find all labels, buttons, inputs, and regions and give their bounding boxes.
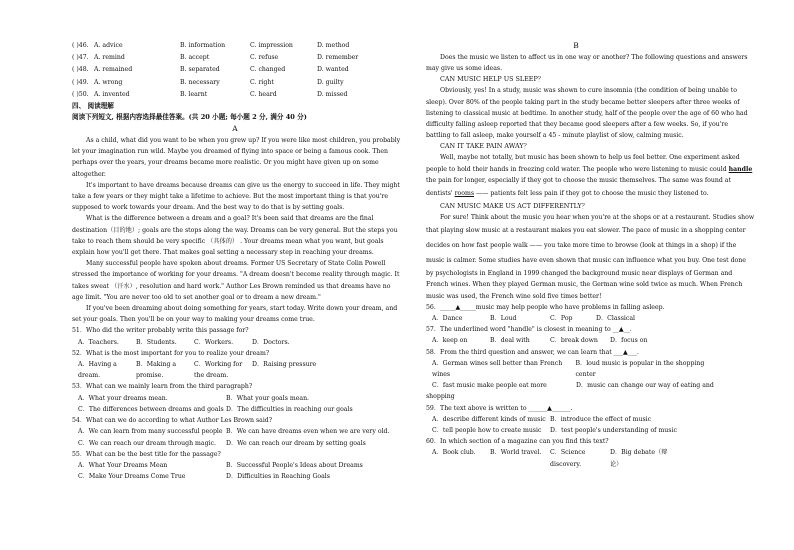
passage-a-title: A: [232, 124, 238, 134]
paragraph-line: take a few years or they might take a lifetime to achieve. But the most important thing is that you're: [72, 193, 389, 201]
paragraph-line: by psychologists in England in 1999 changed the background music near displays of German and: [426, 270, 733, 278]
questions-a: [72, 325, 398, 482]
option-c: C. changed: [250, 66, 286, 74]
option: D．Doctors.: [252, 338, 290, 346]
passage-a-body: [72, 135, 401, 325]
option: B．Making a promise.: [136, 361, 177, 380]
options-row: [72, 426, 398, 437]
question-number: ( )48.: [72, 66, 89, 74]
option-b: B. information: [180, 42, 226, 49]
passage-b-para3: [426, 212, 755, 302]
options-row: [72, 438, 398, 449]
paragraph-line: Many successful people have spoken about dreams. Former US Secretary of State Colin Powell: [86, 260, 386, 268]
option-b: B. separated: [180, 66, 220, 74]
paragraph-line: the pain for longer, especially if they got to choose the music themselves. The same was found at: [426, 176, 731, 184]
option: C．fast music make people eat more: [432, 382, 547, 390]
question-number: ( )46.: [72, 42, 89, 49]
option-b: B. necessary: [180, 78, 220, 86]
option-a: A. remained: [94, 66, 133, 74]
option-c: C. heard: [250, 90, 277, 98]
option: D．Classical: [596, 315, 636, 323]
paragraph-line: that playing slow music at a restaurant makes you eat slower. The pace of music in a shopping center: [426, 227, 746, 235]
option: A．describe different kinds of music: [432, 415, 546, 423]
paragraph-line: As a child, what did you want to be when you grew up? If you were like most children, you probably: [86, 137, 401, 145]
option: D．test people's understanding of music: [550, 427, 677, 435]
option: B．World travel.: [490, 449, 542, 457]
question-stem: 55．What can be the best title for the passage?: [72, 450, 221, 458]
option: C．Science discovery.: [550, 449, 586, 468]
underlined-word: handle: [728, 165, 753, 173]
option-row-48: [72, 64, 398, 76]
question-number: ( )47.: [72, 54, 89, 62]
paragraph-line: If you've been dreaming about doing something for years, start today. Write down your dream, and: [86, 305, 398, 313]
passage-b-intro: may give us some ideas.: [426, 65, 503, 73]
paragraph-line: stressed the importance of working for your dreams. "A dream doesn't become reality through magic. It: [72, 271, 400, 279]
option: D．We can reach our dream by setting goals: [226, 439, 366, 447]
option: B．We can have dreams even when we are very old.: [226, 428, 390, 436]
option: D．music can change our way of eating and: [576, 382, 714, 390]
question-stem: 54．What can we do according to what Author Les Brown said?: [72, 417, 273, 425]
passage-b-intro: Does the music we listen to affect us in one way or another? The following questions and answers: [440, 54, 748, 61]
text-run: —— patients felt less pain if they got to choose the music they listened to.: [474, 190, 709, 198]
option: B．What your goals mean.: [226, 394, 310, 402]
question-number: ( )50.: [72, 90, 89, 98]
option-d: D. remember: [317, 54, 359, 62]
paragraph-line: [426, 186, 726, 201]
paragraph-line: perhaps over the years, your dreams became more realistic. Or you might have given up on some: [72, 159, 379, 167]
option-c: C. refuse: [250, 54, 279, 62]
options-row: [72, 359, 398, 381]
option-row-50: [72, 89, 398, 101]
option: A．German wines sell better than French wines: [432, 359, 563, 379]
option: B．introduce the effect of music: [550, 415, 652, 423]
options-row: [72, 393, 398, 404]
question-stem: 53．What can we mainly learn from the third paragraph?: [72, 383, 253, 391]
vocab-options: [72, 40, 398, 101]
right-column: [426, 40, 755, 470]
options-row: [72, 460, 398, 471]
paragraph-line: age limit. "You are never too old to set another goal or to dream a new dream.": [72, 293, 321, 301]
paragraph-line: For sure! Think about the music you hear when you're at the shops or at a restaurant. Studies show: [440, 214, 755, 222]
option: C．Pop: [550, 315, 573, 323]
options-row: [426, 335, 726, 346]
option: D．Big debate（辩论）: [610, 449, 668, 468]
subheading-sleep: CAN MUSIC HELP US SLEEP？: [440, 75, 545, 84]
options-row: [72, 471, 398, 482]
section-instruction: 阅读下列短文, 根据内容选择最佳答案。(共 20 小题; 每小题 2 分, 满分 40 分): [72, 113, 307, 122]
subheading-act: CAN MUSIC MAKE US ACT DIFFERENTLY？: [440, 202, 589, 211]
option-b: B. learnt: [180, 90, 208, 98]
underlined-word: rooms: [454, 190, 475, 198]
option-row-49: [72, 77, 398, 89]
question-stem: 57．The underlined word "handle" is closest in meaning to __▲__．: [426, 326, 636, 334]
option: D．The difficulties in reaching our goals: [226, 405, 353, 413]
passage-b-title: B: [573, 41, 579, 50]
option: C．We can reach our dream through magic.: [78, 439, 216, 447]
option-d: D. wanted: [317, 66, 349, 74]
paragraph-line: French wines. When they played German music, the German wine sold twice as much. When French: [426, 281, 743, 289]
option: A．What your dreams mean.: [78, 394, 168, 402]
paragraph-line: sleep). Over 80% of the people taking part in the study became better sleepers after three weeks of: [426, 98, 740, 106]
option: C．The differences between dreams and goals: [78, 405, 224, 413]
paragraph-line: [426, 164, 753, 175]
question-number: ( )49.: [72, 78, 89, 86]
paragraph-line: battling to fall asleep, make yourself a 45 - minute playlist of slow, calming music.: [426, 132, 684, 140]
paragraph-line: Well, maybe not totally, but music has been shown to help us feel better. One experiment asked: [440, 154, 740, 162]
options-row: shopping: [426, 393, 455, 401]
paragraph-line: What is the difference between a dream and a goal? It's been said that dreams are the final: [86, 215, 374, 223]
options-row: [72, 337, 398, 348]
option: A．What Your Dreams Mean: [78, 461, 168, 469]
option-d: D. method: [317, 42, 350, 49]
paragraph-line: let your imagination run wild. Maybe you dreamed of flying into space or being a famous cook. Then: [72, 148, 389, 156]
option-a: A. advice: [94, 42, 123, 49]
option: C．Working for the dream.: [194, 361, 243, 380]
paragraph-line: takes sweat （汗水）, resolution and hard work." Author Les Brown reminded us that dreams have no: [72, 282, 391, 290]
option: C．Workers.: [194, 338, 234, 346]
left-column: [72, 40, 401, 482]
paragraph-line: difficulty falling asleep reported that they became good sleepers after a few weeks. So, if you're: [426, 121, 729, 129]
option-c: C. impression: [250, 42, 293, 49]
option: A．Having a dream.: [78, 361, 117, 380]
option: B．Students.: [136, 338, 177, 346]
question-stem: 59．The text above is written to ______▲______.: [426, 404, 573, 412]
option: D．Difficulties in Reaching Goals: [226, 473, 330, 481]
question-stem: 60．In which section of a magazine can you find this text?: [426, 438, 609, 446]
option-a: A. wrong: [94, 78, 123, 86]
paragraph-line: supposed to work towards your dream. And the best way to do that is by setting goals.: [72, 204, 345, 212]
paragraph-line: take to reach them should be very specific （具体的） . Your dreams mean what you want, but goals: [72, 237, 384, 245]
option-d: D. missed: [317, 90, 348, 98]
questions-b: [426, 302, 726, 470]
option-b: B. accept: [180, 54, 210, 62]
option: B．deal with: [490, 337, 530, 345]
option: A．Dance: [432, 315, 463, 323]
options-row: [426, 414, 726, 425]
option-row-46: [72, 40, 398, 52]
paragraph-line: listening to classical music at bedtime. In another study, half of the people over the age of 60 who had: [426, 109, 748, 117]
options-row: [426, 313, 726, 324]
option: B．Loud: [490, 315, 517, 323]
paragraph-line: Obviously, yes! In a study, music was shown to cure insomnia (the condition of being unable to: [440, 87, 738, 95]
options-row: [426, 358, 726, 380]
option-d: D. guilty: [317, 78, 344, 86]
option-a: A. remind: [94, 54, 125, 62]
option: C．Make Your Dreams Come True: [78, 473, 186, 481]
question-stem: 58．From the third question and answer, we can learn that ___▲___.: [426, 348, 640, 356]
option: D．Raising pressure: [252, 361, 317, 369]
paragraph-line: altogether.: [72, 170, 106, 178]
option-c: C. right: [250, 78, 274, 86]
option: B．Successful People's Ideas about Dreams: [226, 461, 363, 469]
option: B．loud music is popular in the shopping center: [575, 359, 705, 379]
options-row: [426, 380, 726, 391]
option-a: A. invented: [94, 90, 130, 98]
paragraph-line: music is calmer. Some studies have even shown that music can influence what you buy. One test done: [426, 257, 746, 265]
paragraph-line: music was used, the French wine sold five times better!: [426, 292, 602, 300]
text-run: dentists': [426, 190, 455, 198]
option: C．tell people how to create music: [432, 427, 542, 435]
question-stem: 56．_____▲_____music may help people who have problems in falling asleep.: [426, 303, 665, 311]
text-run: people to hold their hands in freezing cold water. The people who were listening to music could: [426, 165, 729, 173]
option: C．break down: [550, 337, 598, 345]
paragraph-line: destination（目的地）; goals are the stops along the way. Dreams can be very general. But the steps you: [72, 226, 398, 234]
question-stem: 52．What is the most important for you to realize your dream?: [72, 349, 270, 357]
paragraph-line: explain how you'll get there. That makes goal setting a necessary step in reaching your dreams.: [72, 249, 374, 257]
option: A．We can learn from many successful people: [78, 428, 223, 436]
option: A．keep on: [432, 337, 468, 345]
section-heading: 四、 阅读理解: [72, 102, 114, 111]
options-row: [426, 425, 726, 436]
options-row: [426, 447, 726, 469]
paragraph-line: decides on how fast people walk —— you take more time to browse (look at things in a shop) if the: [426, 242, 737, 250]
option-row-47: [72, 52, 398, 64]
paragraph-line: set your goals. Then you'll be on your way to making your dreams come true.: [72, 316, 315, 324]
option: A．Teachers.: [78, 338, 119, 346]
subheading-pain: CAN IT TAKE PAIN AWAY？: [440, 142, 530, 151]
question-stem: 51．Who did the writer probably write this passage for?: [72, 327, 249, 335]
option: A．Book club.: [432, 449, 476, 457]
option: D．focus on: [610, 337, 648, 345]
options-row: [72, 404, 398, 415]
paragraph-line: It's important to have dreams because dreams can give us the energy to succeed in life. They might: [86, 181, 400, 189]
